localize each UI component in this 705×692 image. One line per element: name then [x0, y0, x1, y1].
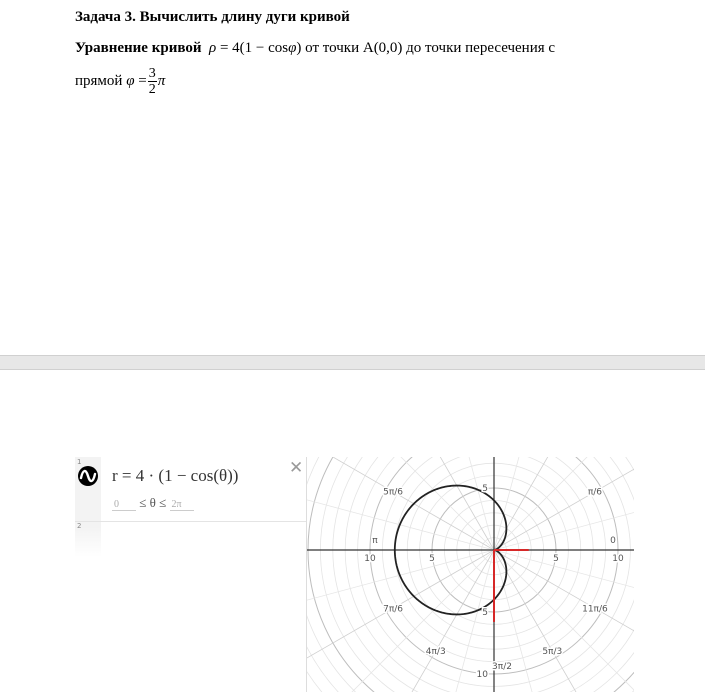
expression-row[interactable] [75, 457, 306, 522]
domain-max-input[interactable]: 2π [170, 499, 194, 511]
fraction-denominator: 2 [148, 82, 156, 97]
curve-equation-rest: от точки A(0,0) до точки пересечения с [305, 40, 556, 56]
line-prefix: прямой [75, 72, 123, 89]
page-break [0, 355, 705, 370]
angle-label: 4π/3 [425, 646, 446, 657]
angle-label: 11π/6 [582, 604, 608, 615]
x-tick-label: 10 [364, 554, 376, 564]
graph-area[interactable] [307, 457, 634, 692]
domain-restriction [112, 495, 194, 511]
angle-label: 5π/6 [383, 487, 404, 498]
task-title: Задача 3. Вычислить длину дуги кривой [75, 9, 350, 25]
angle-label: 3π/2 [492, 662, 512, 673]
x-tick-label: 5 [553, 554, 559, 564]
angle-label: 5π/3 [542, 646, 563, 657]
expression-formula[interactable]: r = 4 · (1 − cos(θ)) [112, 466, 239, 485]
x-tick-label: 10 [612, 554, 624, 564]
minor-grid-spoke [307, 457, 494, 550]
curve-equation-label: Уравнение кривой [75, 40, 202, 56]
line-condition: прямой φ = $\frac{3}{2}$ π [75, 66, 166, 97]
close-icon[interactable]: ✕ [289, 458, 304, 478]
major-grid-spoke [307, 457, 494, 550]
angle-label: π [372, 536, 378, 546]
angle-label: π/6 [587, 487, 603, 498]
angle-label: 7π/6 [383, 604, 404, 615]
expression-panel [75, 457, 307, 692]
rho-symbol: ρ [208, 40, 217, 56]
y-tick-label: 5 [482, 608, 488, 618]
fraction-numerator: 3 [148, 66, 156, 81]
pi-symbol: π [157, 72, 166, 89]
x-tick-label: 5 [429, 554, 435, 564]
fraction [148, 66, 157, 97]
row-number: 1 [77, 458, 82, 466]
domain-min-input[interactable]: 0 [112, 499, 136, 511]
polar-graph[interactable] [307, 457, 634, 692]
phi-in-equation: φ [288, 40, 297, 56]
domain-inequality: ≤ θ ≤ [139, 495, 167, 510]
y-tick-label: 10 [476, 670, 488, 680]
minor-grid-spoke [307, 550, 494, 654]
curve-equation-line: Уравнение кривой ρ = 4(1 − cosφ) от точки A(0,0) до точки пересечения с [75, 40, 556, 56]
desmos-curve-icon[interactable] [78, 466, 98, 486]
major-grid-spoke [307, 457, 494, 550]
row-number: 2 [77, 522, 82, 530]
minor-grid-spoke [307, 457, 494, 550]
y-tick-label: 5 [482, 484, 488, 494]
phi-symbol: φ [126, 72, 135, 89]
angle-label: 0 [610, 536, 616, 546]
